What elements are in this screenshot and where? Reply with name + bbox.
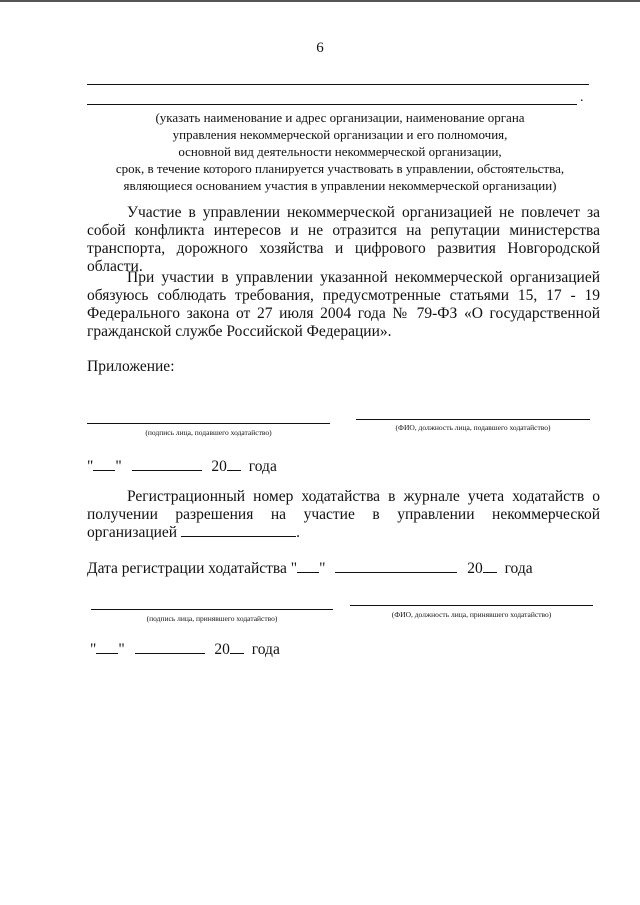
note-line-1: (указать наименование и адрес организации, наименование органа (155, 110, 525, 125)
acceptance-date (90, 641, 280, 659)
scan-top-edge (0, 0, 640, 2)
date-year-prefix: 20 (211, 458, 227, 475)
attachment-label: Приложение: (87, 358, 175, 375)
org-fill-period: . (580, 90, 584, 105)
registration-date-label: Дата регистрации ходатайства (87, 560, 287, 577)
date-year-word: года (248, 458, 277, 475)
date-quote-open: " (90, 641, 97, 658)
date-quote-close: " (115, 458, 122, 475)
page-number: 6 (316, 40, 324, 56)
year-blank (230, 653, 244, 654)
paragraph-text: При участии в управлении указанной некоммерческой организацией обязуюсь соблюдать требования, предусмотренные статьями 15, 17 - 19 Федерального закона от 27 июля 2004 года № 79-ФЗ «О государственной гражданской службе Российской Федерации». (87, 269, 600, 340)
receiver-name-line (350, 605, 593, 606)
applicant-signature-caption: (подпись лица, подавшего ходатайство) (145, 428, 272, 437)
org-instruction-note (80, 109, 600, 194)
registration-date-row (87, 560, 533, 578)
year-blank (227, 470, 241, 471)
month-blank (135, 653, 205, 654)
note-line-5: являющиеся основанием участия в управлении некоммерческой организации) (123, 178, 557, 193)
receiver-name-caption: (ФИО, должность лица, принявшего ходатайство) (391, 610, 552, 619)
year-blank (483, 572, 497, 573)
date-year-prefix: 20 (214, 641, 230, 658)
paragraph-no-conflict (87, 204, 600, 276)
registration-text: Регистрационный номер ходатайства в журнале учета ходатайств о получении разрешения на участие в управлении некоммерческой организацией (87, 488, 600, 541)
month-blank (335, 572, 457, 573)
date-quote-close: " (319, 560, 326, 577)
applicant-signature-line (87, 423, 330, 424)
receiver-signature-line (91, 609, 333, 610)
applicant-name-line (356, 419, 590, 420)
note-line-3: основной вид деятельности некоммерческой организации, (178, 144, 502, 159)
receiver-signature-caption: (подпись лица, принявшего ходатайство) (146, 614, 278, 623)
paragraph-registration (87, 488, 600, 542)
paragraph-text (87, 488, 600, 542)
date-year-word: года (504, 560, 533, 577)
date-year-word: года (251, 641, 280, 658)
org-fill-line-1 (87, 84, 589, 85)
application-date (87, 458, 277, 476)
day-blank (297, 572, 319, 573)
date-year-prefix: 20 (467, 560, 483, 577)
org-fill-line-2 (87, 104, 577, 105)
day-blank (93, 470, 115, 471)
date-quote-close: " (118, 641, 125, 658)
date-quote-open: " (290, 560, 298, 577)
note-line-4: срок, в течение которого планируется участвовать в управлении, обстоятельства, (115, 161, 565, 176)
note-line-2: управления некоммерческой организации и его полномочия, (172, 127, 508, 142)
day-blank (96, 653, 118, 654)
paragraph-text: Участие в управлении некоммерческой организацией не повлечет за собой конфликта интересов и не отразится на репутации министерства транспорта, дорожного хозяйства и цифрового развития Новгородской области. (87, 204, 600, 275)
registration-number-blank (181, 536, 296, 537)
applicant-name-caption: (ФИО, должность лица, подавшего ходатайство) (395, 423, 551, 432)
date-quote-open: " (87, 458, 94, 475)
month-blank (132, 470, 202, 471)
registration-period: . (296, 524, 300, 541)
paragraph-obligation (87, 269, 600, 341)
